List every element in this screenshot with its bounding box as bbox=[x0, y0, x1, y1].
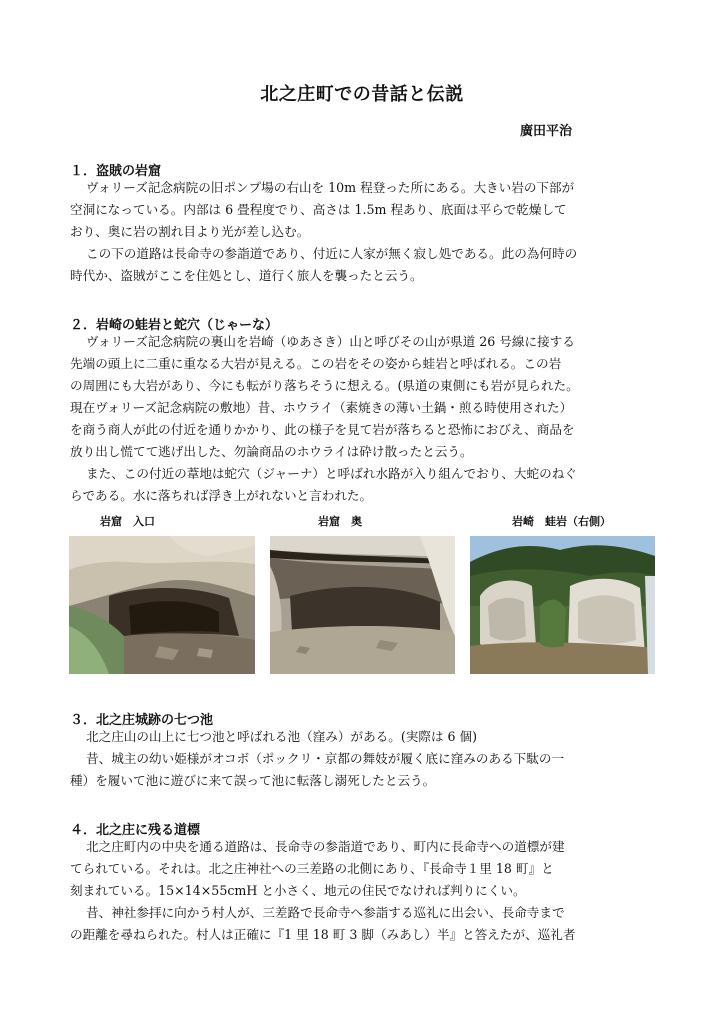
author-name: 廣田平治 bbox=[520, 124, 573, 139]
section-1-line: 時代か、盗賊がここを住処とし、道行く旅人を襲ったと云う。 bbox=[70, 268, 423, 283]
section-1-heading: １．盗賊の岩窟 bbox=[70, 164, 162, 179]
section-2-line: ヴォリーズ記念病院の裏山を岩崎（ゆあさき）山と呼びその山が県道 26 号線に接する bbox=[86, 334, 575, 349]
section-2-line: らである。水に落ちれば浮き上がれないと言われた。 bbox=[70, 488, 373, 503]
section-2-line: の周囲にも大岩があり、今にも転がり落ちそうに想える。(県道の東側にも岩が見られた。 bbox=[70, 378, 579, 393]
section-4-line: 北之庄町内の中央を通る道路は、長命寺の参詣道であり、町内に長命寺への道標が建 bbox=[86, 839, 565, 854]
section-2-line: を商う商人が此の付近を通りかかり、此の様子を見て岩が落ちると恐怖におびえ、商品を bbox=[70, 422, 575, 437]
section-3-line: 種）を履いて池に遊びに来て誤って池に転落し溺死したと云う。 bbox=[70, 773, 436, 788]
section-2-line: 先端の頭上に二重に重なる大岩が見える。この岩をその姿から蛙岩と呼ばれる。この岩 bbox=[70, 356, 562, 371]
section-4-line: の距離を尋ねられた。村人は正確に『1 里 18 町 3 脚（みあし）半』と答えたが、巡礼者 bbox=[70, 927, 576, 942]
section-4-line: てられている。それは。北之庄神社への三差路の北側にあり、『長命寺１里 18 町』と bbox=[70, 861, 554, 876]
photo-frog-rock bbox=[470, 536, 655, 674]
section-2-line: また、この付近の葦地は蛇穴（ジャーナ）と呼ばれ水路が入り組んでおり、大蛇のねぐ bbox=[86, 466, 577, 481]
section-2-heading: ２．岩崎の蛙岩と蛇穴（じゃーな） bbox=[70, 318, 279, 333]
photo-1-caption: 岩窟 入口 bbox=[100, 515, 155, 528]
section-2-line: 現在ヴォリーズ記念病院の敷地）昔、ホウライ（素焼きの薄い土鍋・煎る時使用された） bbox=[70, 400, 573, 415]
photo-3-caption: 岩崎 蛙岩（右側） bbox=[512, 515, 611, 528]
photo-cave-entrance bbox=[69, 536, 255, 674]
page-title: 北之庄町での昔話と伝説 bbox=[260, 84, 464, 105]
section-4-line: 刻まれている。15×14×55cmH と小さく、地元の住民でなければ判りにくい。 bbox=[70, 883, 526, 898]
photo-2-caption: 岩窟 奥 bbox=[318, 515, 362, 528]
section-1-line: ヴォリーズ記念病院の旧ポンプ場の右山を 10m 程登った所にある。大きい岩の下部が bbox=[86, 180, 575, 195]
section-3-heading: ３．北之庄城跡の七つ池 bbox=[70, 713, 214, 728]
section-3-line: 北之庄山の山上に七つ池と呼ばれる池（窪み）がある。(実際は 6 個) bbox=[86, 729, 478, 744]
section-3-line: 昔、城主の幼い姫様がオコボ（ポックリ・京都の舞妓が履く底に窪みのある下駄の一 bbox=[86, 751, 565, 766]
section-2-line: 放り出し慌てて逃げ出した、勿論商品のホウライは砕け散ったと云う。 bbox=[70, 444, 473, 459]
section-1-line: 空洞になっている。内部は 6 畳程度でり、高さは 1.5m 程あり、底面は平らで乾燥して bbox=[70, 202, 567, 217]
section-1-line: この下の道路は長命寺の参詣道であり、付近に人家が無く寂し処である。此の為何時の bbox=[86, 246, 578, 261]
section-4-line: 昔、神社参拝に向かう村人が、三差路で長命寺へ参詣する巡礼に出会い、長命寺まで bbox=[86, 905, 565, 920]
photo-cave-interior bbox=[270, 536, 455, 674]
section-1-line: おり、奥に岩の割れ目より光が差し込む。 bbox=[70, 224, 310, 239]
section-4-heading: ４．北之庄に残る道標 bbox=[70, 823, 201, 838]
